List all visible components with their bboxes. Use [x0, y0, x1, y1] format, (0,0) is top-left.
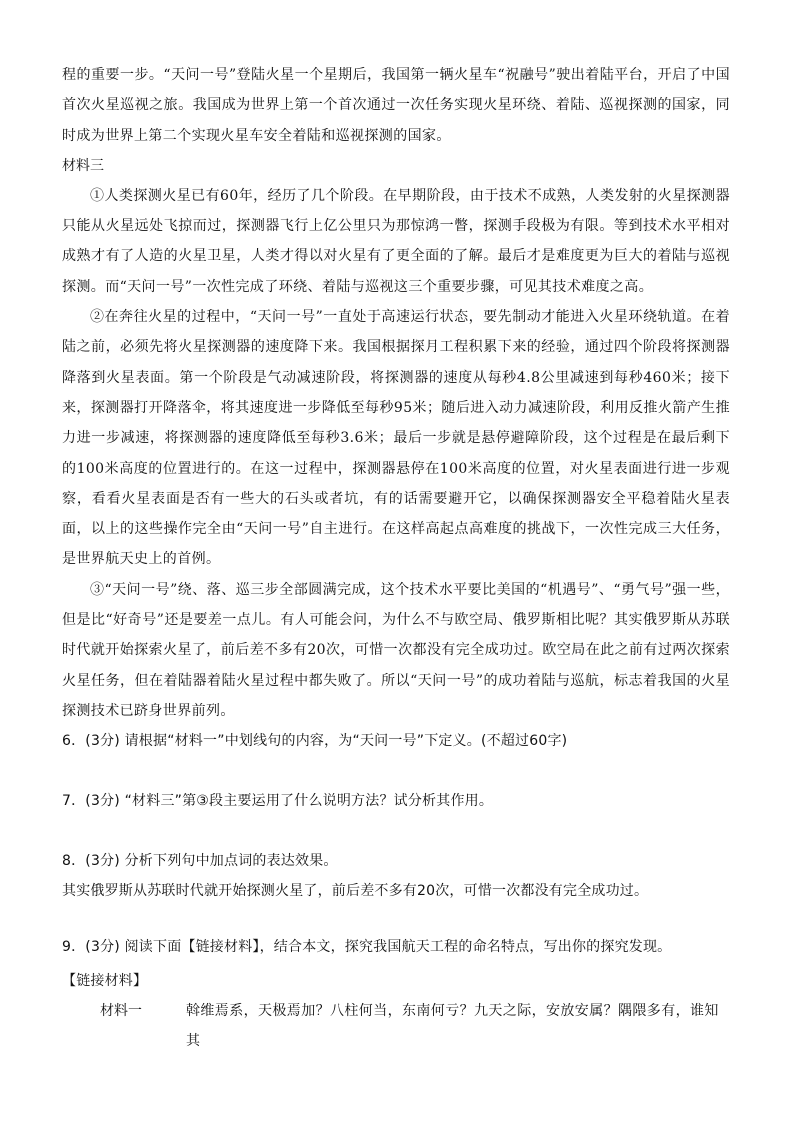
question-6: 6．(3分) 请根据“材料一”中划线句的内容，为“天问一号”下定义。(不超过60字) [62, 733, 568, 750]
answer-space-8 [62, 906, 730, 932]
material-three-title: 材料三 [62, 157, 104, 174]
material-three-paragraph-3: ③“天问一号”绕、落、巡三步全部圆满完成，这个技术水平要比美国的“机遇号”、“勇气号”强一些，但是比“好奇号”还是要差一点儿。有人可能会问，为什么不与欧空局、俄罗斯相比呢？其实俄罗斯从苏联时代就开始探索火星了，前后差不多有20次，可惜一次都没有完全成功过。欧空局在此之前有过两次探索火星任务，但在着陆器着陆火星过程中都失败了。所以“天问一号”的成功着陆与巡航，标志着我国的火星探测技术已跻身世界前列。 [62, 581, 730, 719]
material-three-paragraph-2: ②在奔往火星的过程中，“天问一号”一直处于高速运行状态，要先制动才能进入火星环绕轨道。在着陆之前，必须先将火星探测器的速度降下来。我国根据探月工程积累下来的经验，通过四个阶段将探测器降落到火星表面。第一个阶段是气动减速阶段，将探测器的速度从每秒4.8公里减速到每秒460米；接下来，探测器打开降落伞，将其速度进一步降低至每秒95米；随后进入动力减速阶段，利用反推火箭产生推力进一步减速，将探测器的速度降低至每秒3.6米；最后一步就是悬停避障阶段，这个过程是在最后剩下的100米高度的位置进行的。在这一过程中，探测器悬停在100米高度的位置，对火星表面进行进一步观察，看看火星表面是否有一些大的石头或者坑，有的话需要避开它，以确保探测器安全平稳着陆火星表面，以上的这些操作完全由“天问一号”自主进行。在这样高起点高难度的挑战下，一次性完成三大任务，是世界航天史上的首例。 [62, 309, 730, 568]
question-9: 9．(3分) 阅读下面【链接材料】，结合本文，探究我国航天工程的命名特点，写出你的探究发现。 [62, 939, 672, 956]
answer-space-7 [62, 816, 730, 846]
link-material-header: 【链接材料】 [62, 973, 148, 990]
document-page [62, 60, 730, 1056]
question-8-sentence: 其实俄罗斯从苏联时代就开始探测火星了，前后差不多有20次，可惜一次都没有完全成功过。 [62, 883, 649, 900]
material-three-paragraph-1: ①人类探测火星已有60年，经历了几个阶段。在早期阶段，由于技术不成熟，人类发射的火星探测器只能从火星远处飞掠而过，探测器飞行上亿公里只为那惊鸿一瞥，探测手段极为有限。等到技术水平相对成熟才有了人造的火星卫星，人类才得以对火星有了更全面的了解。最后才是难度更为巨大的着陆与巡视探测。而“天问一号”一次性完成了环绕、着陆与巡视这三个重要步骤，可见其技术难度之高。 [62, 187, 730, 295]
question-8: 8．(3分) 分析下列句中加点词的表达效果。 [62, 853, 338, 870]
question-7: 7．(3分) “材料三”第③段主要运用了什么说明方法？试分析其作用。 [62, 793, 494, 810]
link-material-one-text: 斡维焉系，天极焉加？八柱何当，东南何亏？九天之际，安放安属？隅隈多有，谁知其 [186, 1003, 719, 1050]
intro-paragraph: 程的重要一步。“天问一号”登陆火星一个星期后，我国第一辆火星车“祝融号”驶出着陆平台，开启了中国首次火星巡视之旅。我国成为世界上第一个首次通过一次任务实现火星环绕、着陆、巡视探测的国家，同时成为世界上第二个实现火星车安全着陆和巡视探测的国家。 [62, 67, 730, 144]
answer-space-6 [62, 756, 730, 786]
link-material-one [62, 996, 730, 1056]
link-material-one-label: 材料一 [100, 1003, 142, 1020]
